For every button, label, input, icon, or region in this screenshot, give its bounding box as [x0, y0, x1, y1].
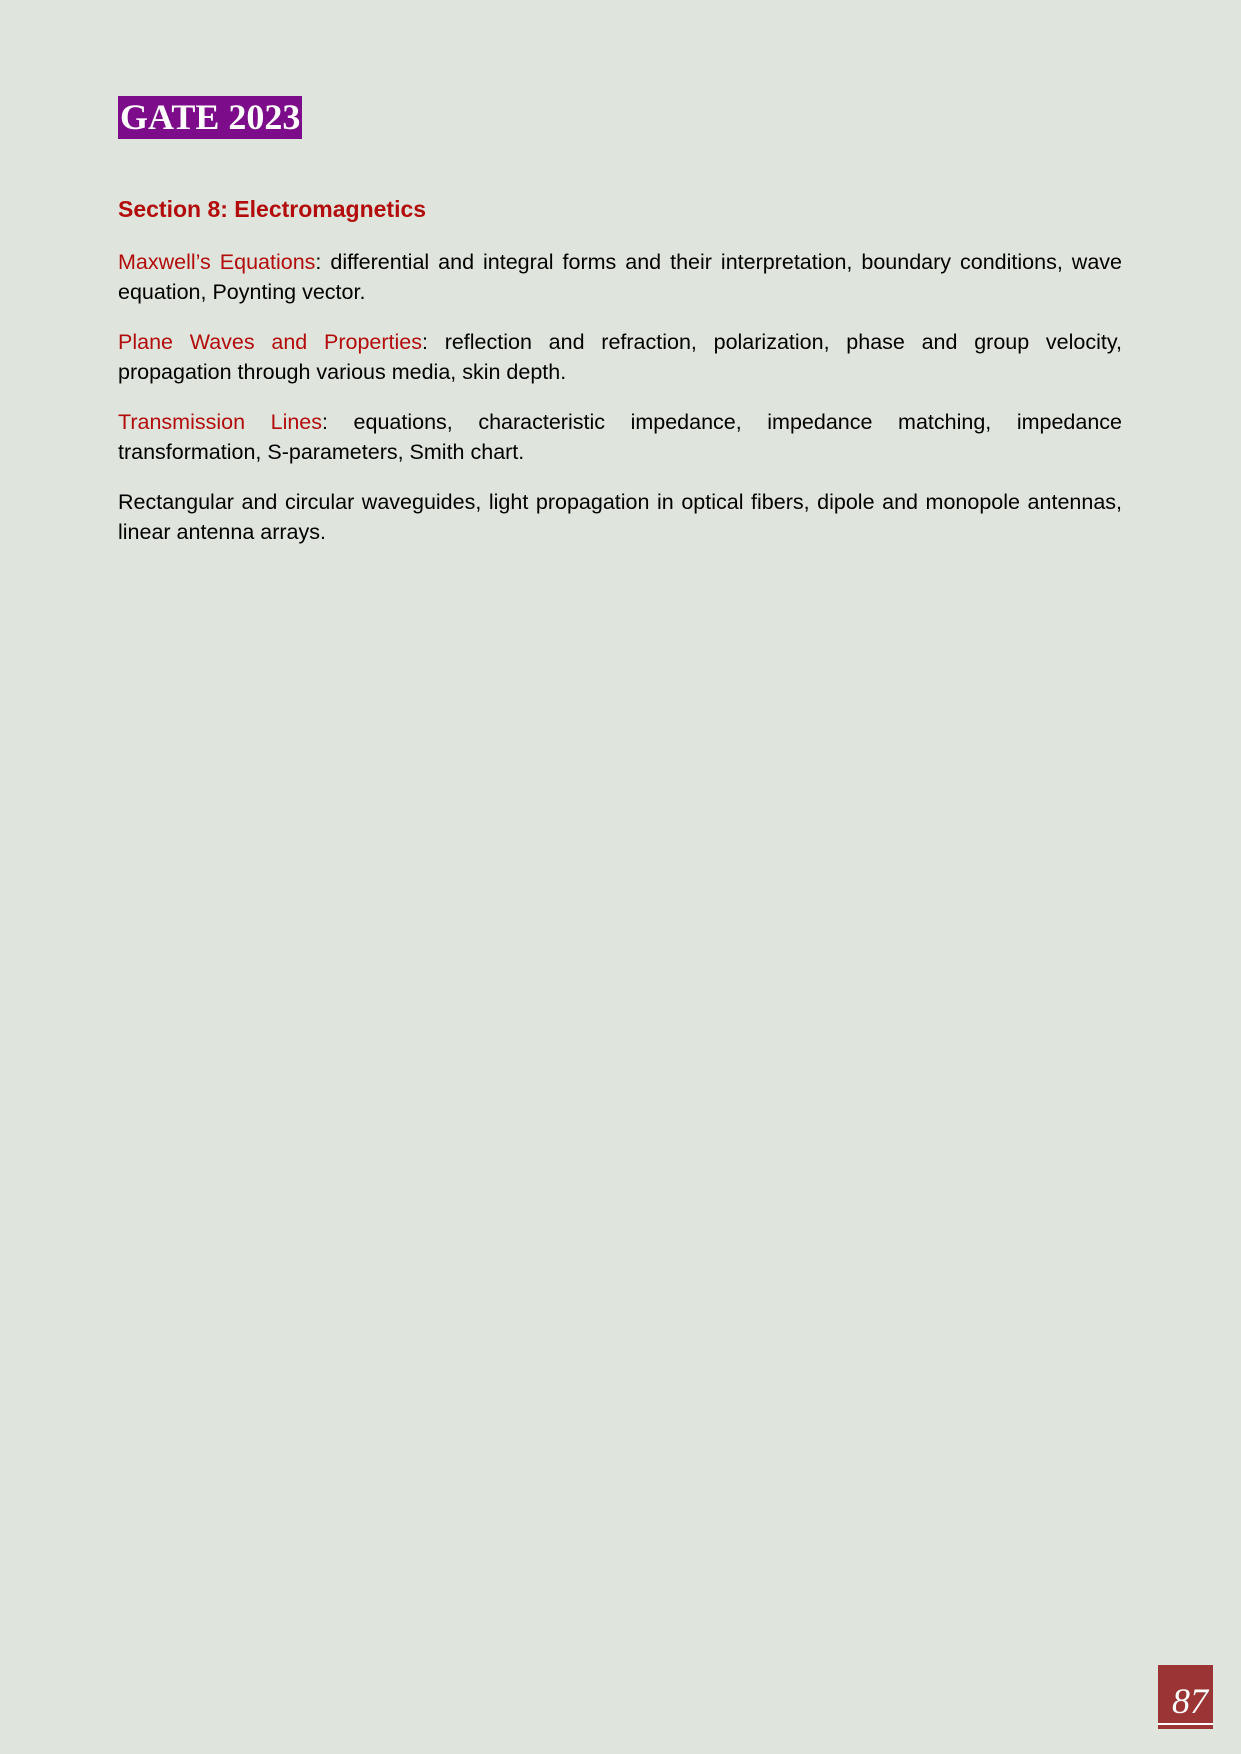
topic-term: Plane Waves and Properties: [118, 330, 422, 354]
paragraph-maxwells-equations: [118, 247, 1122, 307]
header-badge: GATE 2023: [120, 97, 301, 137]
page-number: 87: [1172, 1681, 1208, 1721]
page-number-box: [1158, 1665, 1213, 1729]
topic-term: Transmission Lines: [118, 410, 323, 434]
paragraph-plane-waves: [118, 327, 1122, 387]
topic-term: Maxwell’s Equations: [118, 250, 316, 274]
section-content: [118, 247, 1122, 567]
section-title: Section 8: Electromagnetics: [118, 196, 427, 222]
paragraph-transmission-lines: [118, 407, 1122, 467]
topic-description: : reflection and refraction, polarization, phase and group velocity, propagation through various media, skin depth.: [118, 330, 1123, 384]
paragraph-waveguides-antennas: [118, 487, 1122, 547]
page-number-underline: [1158, 1723, 1213, 1725]
topic-description: : differential and integral forms and their interpretation, boundary conditions, wave equation, Poynting vector.: [118, 250, 1122, 304]
topic-description: : equations, characteristic impedance, impedance matching, impedance transformation, S-parameters, Smith chart.: [118, 410, 1122, 464]
topic-description: Rectangular and circular waveguides, light propagation in optical fibers, dipole and monopole antennas, linear antenna arrays.: [118, 490, 1122, 544]
